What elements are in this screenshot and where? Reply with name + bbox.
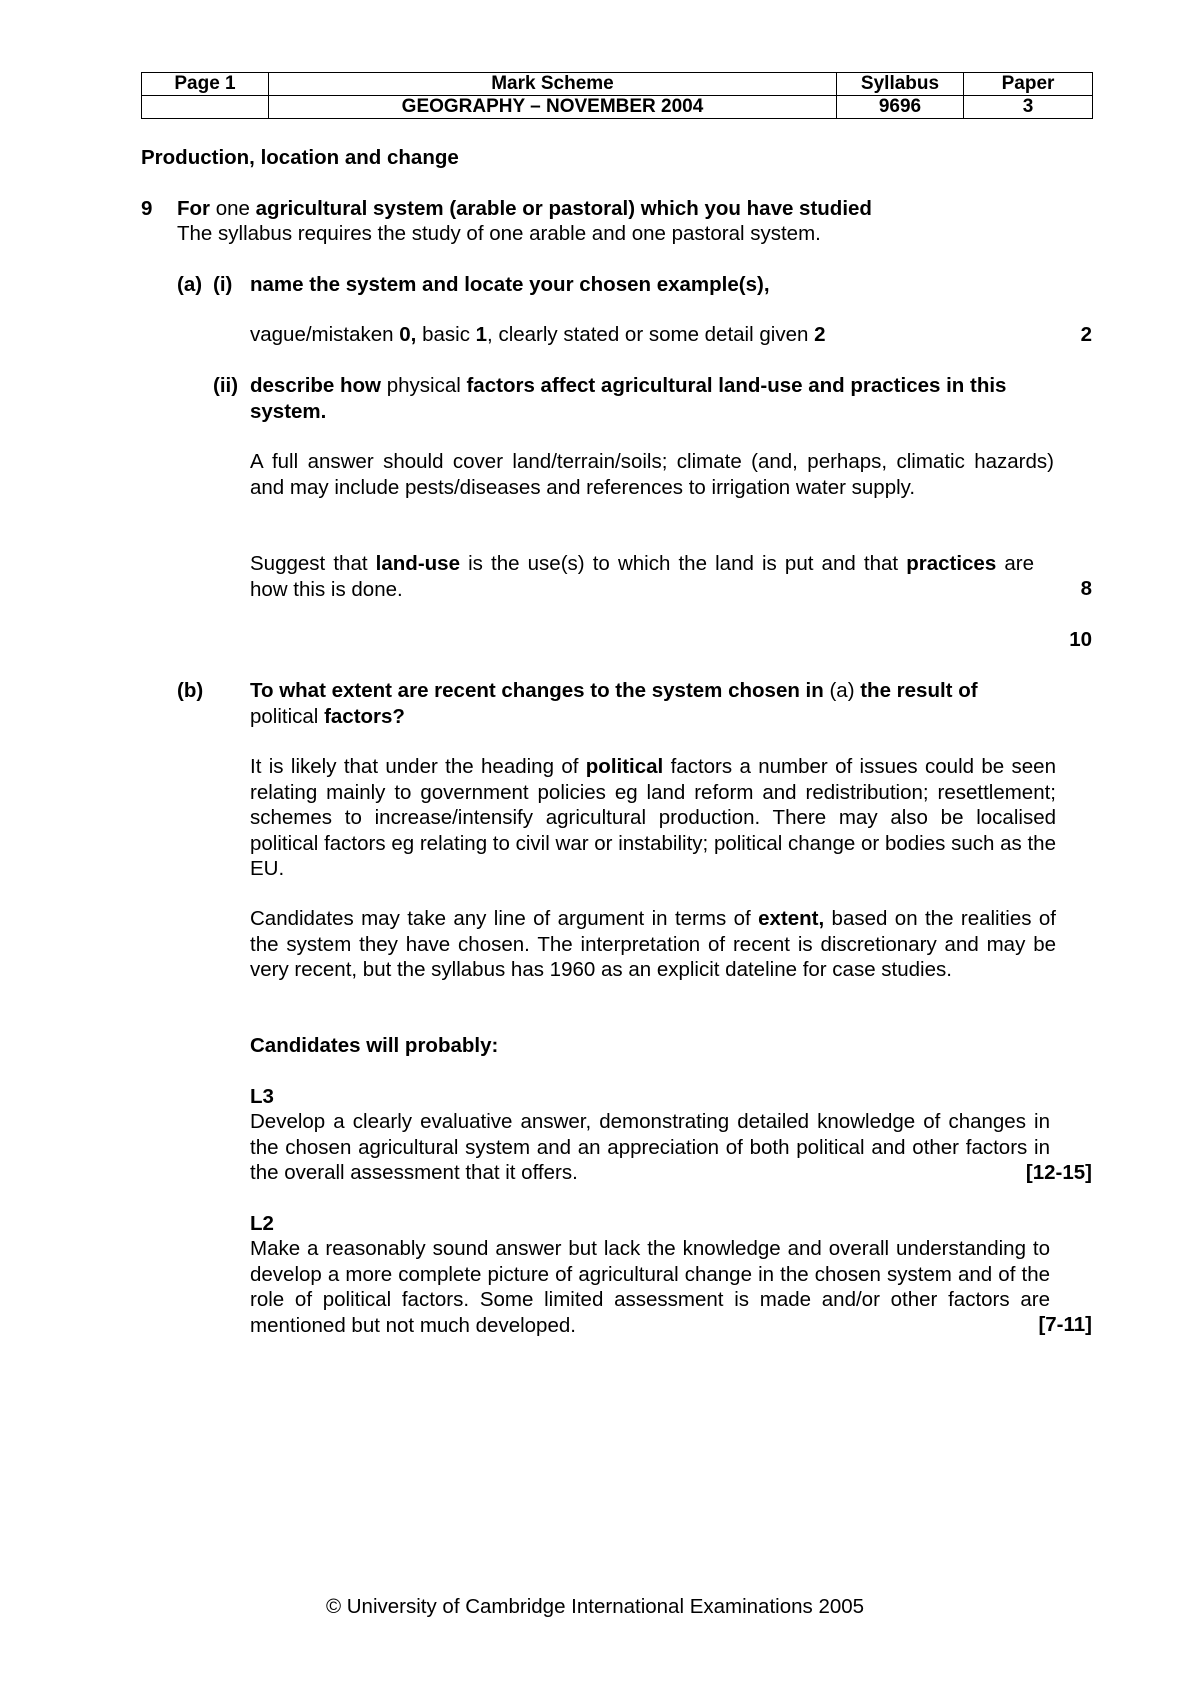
part-ii-label: (ii) — [213, 374, 239, 397]
part-b-paragraph-2: Candidates may take any line of argument in terms of extent, based on the realities of the system they have chosen. The interpretation of recent is discretionary and may be very recent, but the syllabus has 1960 as an explicit dateline for case studies. — [250, 907, 1057, 981]
part-i-mark: 2 — [1080, 323, 1092, 346]
part-b-paragraph-1: It is likely that under the heading of political factors a number of issues could be seen relating mainly to government policies eg land reform and redistribution; resettlement; schemes to increase/intensify agricultural production. There may also be localised political factors eg relating to civil war or instability; political change or bodies such as the EU. — [250, 755, 1056, 880]
section-title: Production, location and change — [141, 146, 459, 169]
part-ii-paragraph-1: A full answer should cover land/terrain/soils; climate (and, perhaps, climatic hazards) and may include pests/diseases and references to irrigation water supply. — [250, 450, 1054, 499]
level-2-range: [7-11] — [1038, 1313, 1092, 1336]
mark-scheme-label: Mark Scheme — [269, 73, 837, 96]
candidates-probably: Candidates will probably: — [250, 1034, 499, 1057]
part-b-label: (b) — [177, 679, 204, 702]
header-row-2 — [142, 96, 1093, 119]
level-2-label: L2 — [250, 1212, 274, 1235]
part-a-label: (a) — [177, 273, 203, 296]
level-3-text: Develop a clearly evaluative answer, demonstrating detailed knowledge of changes in the chosen agricultural system and an appreciation of both political and other factors in the overall assessment that it offers. — [250, 1110, 1050, 1184]
header-table — [141, 72, 1093, 119]
level-3-label: L3 — [250, 1085, 274, 1108]
syllabus-code: 9696 — [837, 96, 964, 119]
level-2-text: Make a reasonably sound answer but lack the knowledge and overall understanding to develop a more complete picture of agricultural change in the chosen system and of the role of political factors. Some limited assessment is made and/or other factors are mentioned but not much developed. — [250, 1237, 1050, 1337]
paper-number: 3 — [964, 96, 1093, 119]
question-note: The syllabus requires the study of one arable and one pastoral system. — [177, 222, 821, 245]
part-ii-paragraph-2: Suggest that land-use is the use(s) to which the land is put and that practices are how this is done. — [250, 552, 1034, 601]
part-ii-prompt: describe how physical factors affect agricultural land-use and practices in this system. — [250, 374, 1007, 423]
part-a-total: 10 — [1069, 628, 1092, 651]
part-i-prompt: name the system and locate your chosen example(s), — [250, 273, 770, 296]
question-number: 9 — [141, 197, 153, 220]
part-i-guidance: vague/mistaken 0, basic 1, clearly stated or some detail given 2 — [250, 323, 826, 346]
syllabus-label: Syllabus — [837, 73, 964, 96]
blank-cell — [142, 96, 269, 119]
part-i-label: (i) — [213, 273, 233, 296]
header-row-1 — [142, 73, 1093, 96]
paper-label: Paper — [964, 73, 1093, 96]
part-ii-mark: 8 — [1080, 577, 1092, 600]
question-title: For one agricultural system (arable or pastoral) which you have studied — [177, 197, 872, 220]
part-b-prompt: To what extent are recent changes to the system chosen in (a) the result of political factors? — [250, 679, 978, 728]
footer-copyright: © University of Cambridge International Examinations 2005 — [325, 1595, 865, 1618]
page-label: Page 1 — [142, 73, 269, 96]
subject-cell: GEOGRAPHY – NOVEMBER 2004 — [269, 96, 837, 119]
level-3-range: [12-15] — [1025, 1161, 1092, 1184]
